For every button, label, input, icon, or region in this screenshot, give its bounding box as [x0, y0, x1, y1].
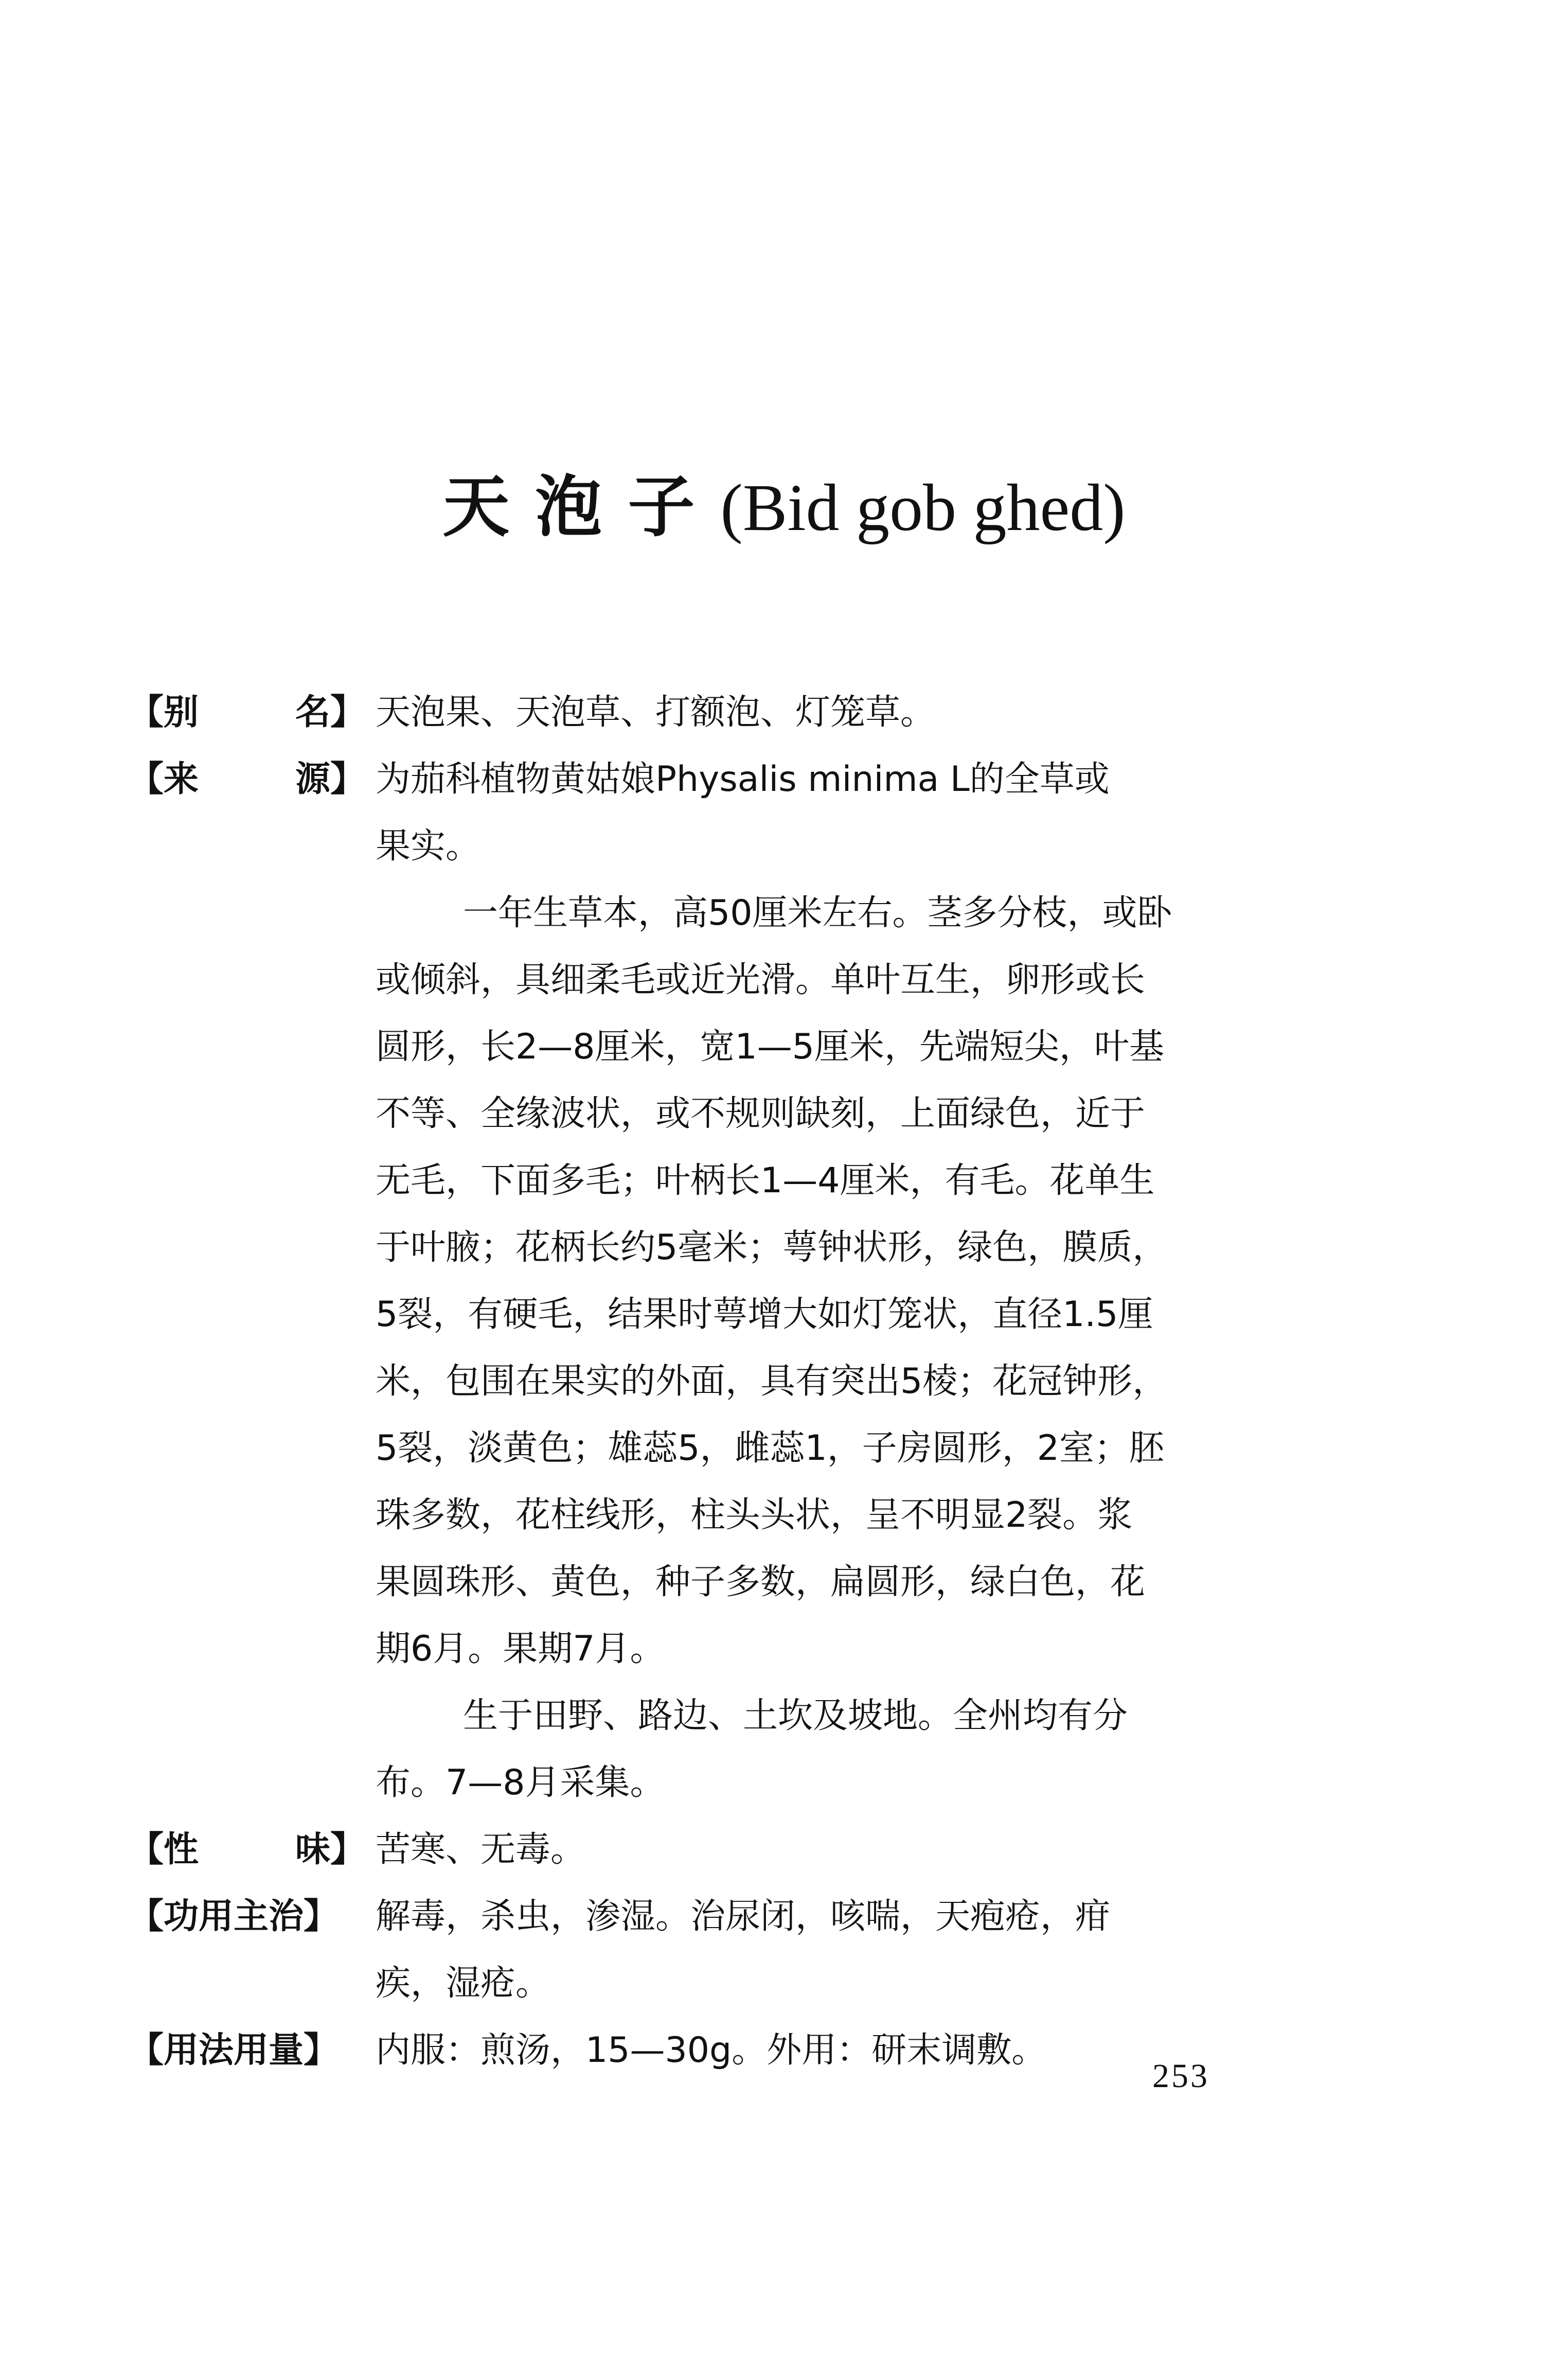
text-line: 米，包围在果实的外面，具有突出5棱；花冠钟形，: [376, 1361, 1168, 1402]
text-line: 圆形，长2—8厘米，宽1—5厘米，先端短尖，叶基: [376, 1027, 1165, 1067]
paragraph-start-line: 生于田野、路边、土坎及坡地。全州均有分: [463, 1696, 1128, 1736]
text-line: 天泡果、天泡草、打额泡、灯笼草。: [376, 692, 936, 733]
entry-content: [376, 679, 1338, 746]
text-line: 果圆珠形、黄色，种子多数，扁圆形，绿白色，花: [376, 1562, 1146, 1602]
paragraph-start-line: 一年生草本，高50厘米左右。茎多分枝，或卧: [463, 893, 1172, 933]
entry-content: [376, 746, 1338, 1816]
text-line: 或倾斜，具细柔毛或近光滑。单叶互生，卵形或长: [376, 960, 1146, 1000]
text-line: 果实。: [376, 826, 481, 867]
entry-content: [376, 1883, 1338, 2017]
entry-label: 【用法用量】: [129, 2030, 339, 2071]
entry-label: [129, 1816, 365, 1883]
entry-label-end: 源】: [295, 759, 365, 800]
entry-label-start: 【别: [129, 692, 199, 733]
title-chinese: 天泡子: [442, 468, 721, 546]
page-title: [0, 461, 1568, 554]
entry-label-end: 名】: [295, 692, 365, 733]
entry-label-end: 味】: [295, 1829, 365, 1870]
text-line: 为茄科植物黄姑娘Physalis minima L的全草或: [376, 759, 1110, 800]
text-line: 无毛，下面多毛；叶柄长1—4厘米，有毛。花单生: [376, 1160, 1155, 1201]
entry-label: [129, 746, 365, 813]
entry-label: 【功用主治】: [129, 1896, 339, 1937]
page-number: 253: [1152, 2057, 1209, 2095]
text-line: 内服：煎汤，15—30g。外用：研末调敷。: [376, 2030, 1047, 2071]
text-line: 期6月。果期7月。: [376, 1629, 665, 1669]
text-line: 疾，湿疮。: [376, 1963, 551, 2004]
entry-label: [129, 679, 365, 746]
entry-content: [376, 1816, 1338, 1883]
entry-label-start: 【来: [129, 759, 199, 800]
text-line: 珠多数，花柱线形，柱头头状，呈不明显2裂。浆: [376, 1495, 1133, 1535]
text-line: 解毒，杀虫，渗湿。治尿闭，咳喘，天疱疮，疳: [376, 1896, 1111, 1937]
text-line: 于叶腋；花柄长约5毫米；萼钟状形，绿色，膜质，: [376, 1227, 1168, 1268]
text-line: 5裂，有硬毛，结果时萼增大如灯笼状，直径1.5厘: [376, 1294, 1153, 1335]
title-latin: (Bid gob ghed): [720, 471, 1126, 545]
text-line: 布。7—8月采集。: [376, 1762, 665, 1803]
text-line: 不等、全缘波状，或不规则缺刻，上面绿色，近于: [376, 1093, 1146, 1134]
text-line: 5裂，淡黄色；雄蕊5，雌蕊1，子房圆形，2室；胚: [376, 1428, 1165, 1469]
entry-label-start: 【性: [129, 1829, 199, 1870]
text-line: 苦寒、无毒。: [376, 1829, 586, 1870]
